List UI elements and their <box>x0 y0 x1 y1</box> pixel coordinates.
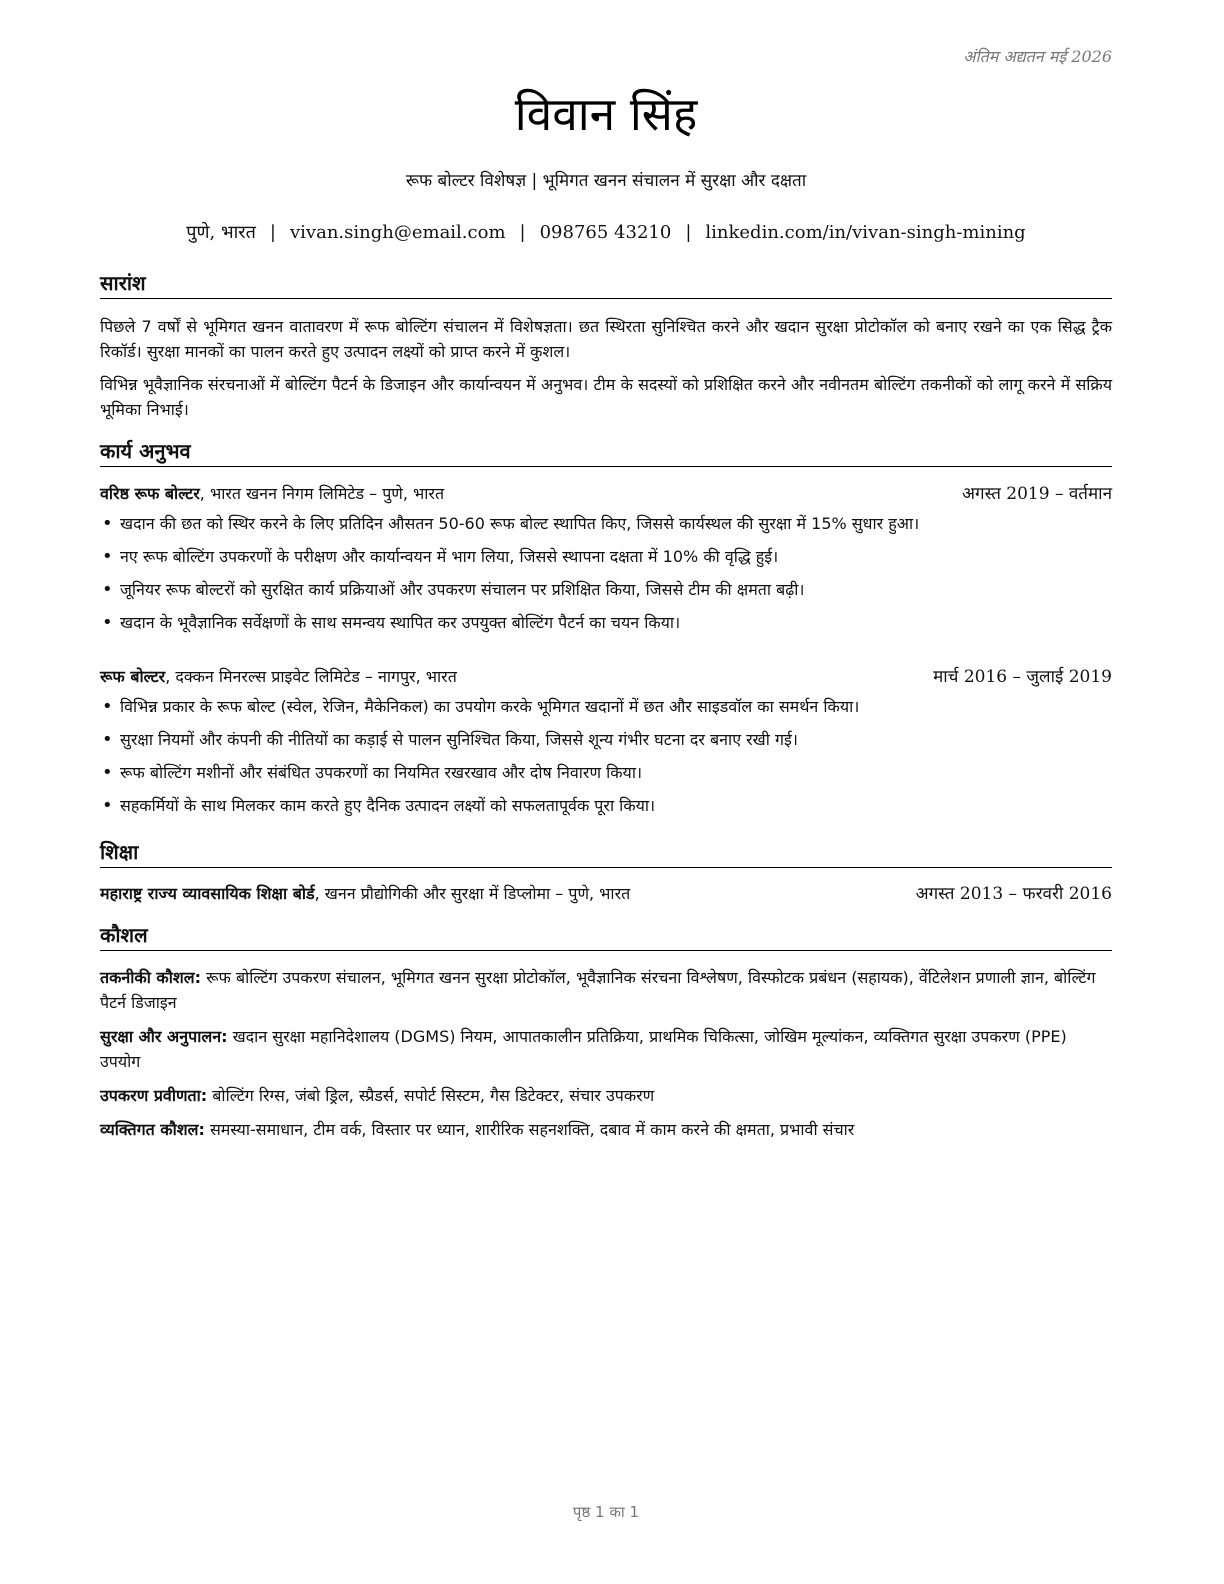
skill-group-equipment <box>100 1083 1112 1108</box>
list-item: • खदान की छत को स्थिर करने के लिए प्रतिदिन औसतन 50-60 रूफ बोल्ट स्थापित किए, जिससे कार्यस्थल की सुरक्षा में 15% सुधार हुआ। <box>100 512 1112 545</box>
skill-text: रूफ बोल्टिंग उपकरण संचालन, भूमिगत खनन सुरक्षा प्रोटोकॉल, भूवैज्ञानिक संरचना विश्लेषण, विस्फोटक प्रबंधन (सहायक), वेंटिलेशन प्रणाली ज्ञान, बोल्टिंग पैटर्न डिजाइन <box>100 968 1096 1012</box>
list-item: • विभिन्न प्रकार के रूफ बोल्ट (स्वेल, रेजिन, मैकेनिकल) का उपयोग करके भूमिगत खदानों में छत और साइडवॉल का समर्थन किया। <box>100 695 1112 728</box>
contact-linkedin[interactable]: linkedin.com/in/vivan-singh-mining <box>705 222 1026 243</box>
list-item: • खदान के भूवैज्ञानिक सर्वेक्षणों के साथ समन्वय स्थापित कर उपयुक्त बोल्टिंग पैटर्न का चयन किया। <box>100 611 1112 644</box>
last-updated: अंतिम अद्यतन मई 2026 <box>963 47 1112 66</box>
contact-line <box>100 220 1112 244</box>
job-bullets <box>100 512 1112 644</box>
contact-separator: | <box>685 222 692 243</box>
education-institution: महाराष्ट्र राज्य व्यावसायिक शिक्षा बोर्ड <box>100 884 315 903</box>
education-heading: शिक्षा <box>100 839 1112 868</box>
summary-paragraph-2: विभिन्न भूवैज्ञानिक संरचनाओं में बोल्टिंग पैटर्न के डिजाइन और कार्यान्वयन में अनुभव। टीम के सदस्यों को प्रशिक्षित करने और नवीनतम बोल्टिंग तकनीकों को लागू करने में सक्रिय भूमिका निभाई। <box>100 375 1112 419</box>
contact-email[interactable]: vivan.singh@email.com <box>290 222 506 243</box>
job-org: , भारत खनन निगम लिमिटेड – पुणे, भारत <box>199 484 445 503</box>
education-entry <box>100 882 1112 906</box>
list-item: • सहकर्मियों के साथ मिलकर काम करते हुए दैनिक उत्पादन लक्ष्यों को सफलतापूर्वक पूरा किया। <box>100 794 1112 827</box>
contact-separator: | <box>269 222 276 243</box>
skill-label: तकनीकी कौशल: <box>100 968 201 987</box>
job-org: , दक्कन मिनरल्स प्राइवेट लिमिटेड – नागपुर, भारत <box>165 667 457 686</box>
job-dates: अगस्त 2019 – वर्तमान <box>962 484 1112 504</box>
job-role: वरिष्ठ रूफ बोल्टर <box>100 484 200 503</box>
candidate-name: विवान सिंह <box>514 87 698 141</box>
list-item: • नए रूफ बोल्टिंग उपकरणों के परीक्षण और कार्यान्वयन में भाग लिया, जिससे स्थापना दक्षता में 10% की वृद्धि हुई। <box>100 545 1112 578</box>
skill-group-personal <box>100 1117 1112 1142</box>
summary-heading: सारांश <box>100 270 1112 299</box>
job-dates: मार्च 2016 – जुलाई 2019 <box>933 667 1112 687</box>
skill-text: बोल्टिंग रिग्स, जंबो ड्रिल, स्प्रैडर्स, सपोर्ट सिस्टम, गैस डिटेक्टर, संचार उपकरण <box>207 1086 655 1105</box>
skills-heading: कौशल <box>100 922 1112 951</box>
education-detail: , खनन प्रौद्योगिकी और सुरक्षा में डिप्लोमा – पुणे, भारत <box>314 884 631 903</box>
experience-heading: कार्य अनुभव <box>100 438 1112 467</box>
tagline: रूफ बोल्टर विशेषज्ञ | भूमिगत खनन संचालन में सुरक्षा और दक्षता <box>405 171 807 191</box>
skill-label: सुरक्षा और अनुपालन: <box>100 1027 228 1046</box>
skill-label: उपकरण प्रवीणता: <box>100 1086 208 1105</box>
skill-text: खदान सुरक्षा महानिदेशालय (DGMS) नियम, आपातकालीन प्रतिक्रिया, प्राथमिक चिकित्सा, जोखिम मूल्यांकन, व्यक्तिगत सुरक्षा उपकरण (PPE) उपयोग <box>100 1027 1067 1071</box>
list-item: • जूनियर रूफ बोल्टरों को सुरक्षित कार्य प्रक्रियाओं और उपकरण संचालन पर प्रशिक्षित किया, जिससे टीम की क्षमता बढ़ी। <box>100 578 1112 611</box>
job-role: रूफ बोल्टर <box>100 667 166 686</box>
list-item: • सुरक्षा नियमों और कंपनी की नीतियों का कड़ाई से पालन सुनिश्चित किया, जिससे शून्य गंभीर घटना दर बनाए रखी गई। <box>100 728 1112 761</box>
contact-phone[interactable]: 098765 43210 <box>539 222 672 243</box>
contact-location: पुणे, भारत <box>186 222 256 243</box>
education-dates: अगस्त 2013 – फरवरी 2016 <box>915 884 1112 904</box>
contact-separator: | <box>519 222 526 243</box>
skill-group-technical <box>100 965 1112 1015</box>
skill-group-safety <box>100 1024 1112 1074</box>
job-header <box>100 482 1112 506</box>
job-bullets <box>100 695 1112 827</box>
summary-paragraph-1: पिछले 7 वर्षों से भूमिगत खनन वातावरण में रूफ बोल्टिंग संचालन में विशेषज्ञता। छत स्थिरता सुनिश्चित करने और खदान सुरक्षा प्रोटोकॉल को बनाए रखने का एक सिद्ध ट्रैक रिकॉर्ड। सुरक्षा मानकों का पालन करते हुए उत्पादन लक्ष्यों को प्राप्त करने में कुशल। <box>100 317 1112 361</box>
resume-page <box>100 0 1112 1584</box>
job-header <box>100 665 1112 689</box>
list-item: • रूफ बोल्टिंग मशीनों और संबंधित उपकरणों का नियमित रखरखाव और दोष निवारण किया। <box>100 761 1112 794</box>
page-number: पृष्ठ 1 का 1 <box>572 1503 640 1521</box>
skill-label: व्यक्तिगत कौशल: <box>100 1120 205 1139</box>
skill-text: समस्या-समाधान, टीम वर्क, विस्तार पर ध्यान, शारीरिक सहनशक्ति, दबाव में काम करने की क्षमता, प्रभावी संचार <box>204 1120 855 1139</box>
